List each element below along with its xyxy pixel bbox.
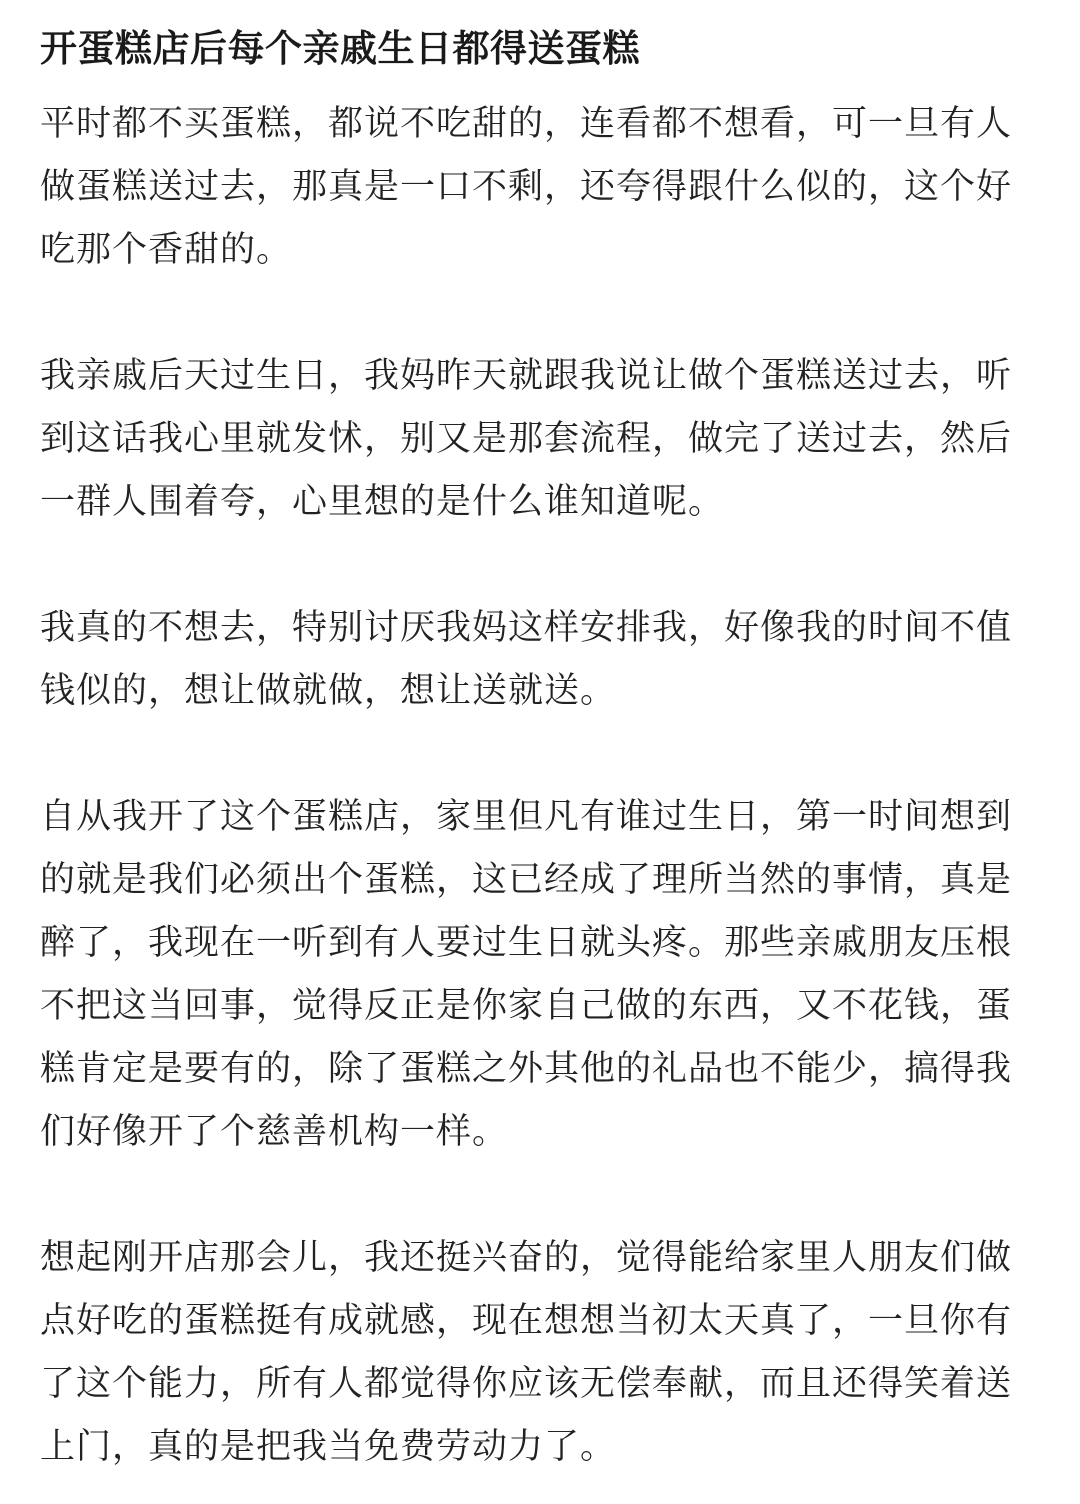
post-title: 开蛋糕店后每个亲戚生日都得送蛋糕	[40, 27, 640, 70]
paragraph-4: 自从我开了这个蛋糕店，家里但凡有谁过生日，第一时间想到的就是我们必须出个蛋糕，这已经成了理所当然的事情，真是醉了，我现在一听到有人要过生日就头疼。那些亲戚朋友压根不把这当回事，觉得反正是你家自己做的东西，又不花钱，蛋糕肯定是要有的，除了蛋糕之外其他的礼品也不能少，搞得我们好像开了个慈善机构一样。	[40, 797, 1013, 1152]
post-container	[40, 0, 1050, 1479]
paragraph-3: 我真的不想去，特别讨厌我妈这样安排我，好像我的时间不值钱似的，想让做就做，想让送就送。	[40, 608, 1013, 711]
paragraph-1: 平时都不买蛋糕，都说不吃甜的，连看都不想看，可一旦有人做蛋糕送过去，那真是一口不剩，还夸得跟什么似的，这个好吃那个香甜的。	[40, 104, 1013, 270]
paragraph-5: 想起刚开店那会儿，我还挺兴奋的，觉得能给家里人朋友们做点好吃的蛋糕挺有成就感，现在想想当初太天真了，一旦你有了这个能力，所有人都觉得你应该无偿奉献，而且还得笑着送上门，真的是把我当免费劳动力了。	[40, 1238, 1013, 1467]
paragraph-2: 我亲戚后天过生日，我妈昨天就跟我说让做个蛋糕送过去，听到这话我心里就发怵，别又是那套流程，做完了送过去，然后一群人围着夸，心里想的是什么谁知道呢。	[40, 356, 1013, 522]
